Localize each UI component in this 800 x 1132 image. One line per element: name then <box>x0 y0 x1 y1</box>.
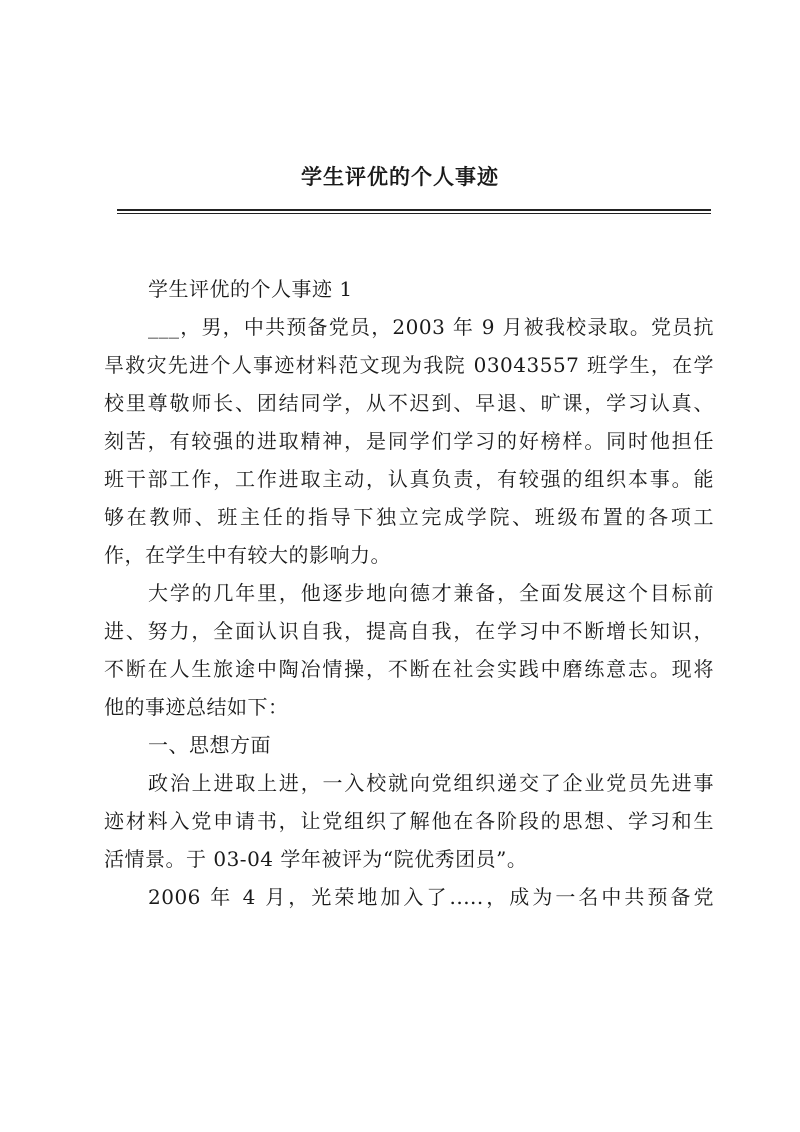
document-title: 学生评优的个人事迹 <box>301 165 499 189</box>
paragraph-line: 旱救灾先进个人事迹材料范文现为我院 03043557 班学生，在学 <box>104 353 714 377</box>
paragraph-line: 作，在学生中有较大的影响力。 <box>104 543 391 567</box>
paragraph-line: 进、努力，全面认识自我，提高自我，在学习中不断增长知识， <box>104 619 714 643</box>
paragraph-line: 他的事迹总结如下： <box>104 695 289 719</box>
paragraph-line: 班干部工作，工作进取主动，认真负责，有较强的组织本事。能 <box>104 467 714 491</box>
paragraph-line: 2006 年 4 月，光荣地加入了.....，成为一名中共预备党 <box>148 885 714 909</box>
paragraph-line: 大学的几年里，他逐步地向德才兼备，全面发展这个目标前 <box>148 581 714 605</box>
paragraph-line: 迹材料入党申请书，让党组织了解他在各阶段的思想、学习和生 <box>104 809 714 833</box>
paragraph-line: ___，男，中共预备党员，2003 年 9 月被我校录取。党员抗 <box>148 315 714 339</box>
paragraph-line: 活情景。于 03-04 学年被评为“院优秀团员”。 <box>104 847 528 871</box>
paragraph-line: 够在教师、班主任的指导下独立完成学院、班级布置的各项工 <box>104 505 714 529</box>
paragraph-line: 校里尊敬师长、团结同学，从不迟到、早退、旷课，学习认真、 <box>104 391 714 415</box>
document-body <box>104 270 714 916</box>
paragraph-line: 不断在人生旅途中陶冶情操，不断在社会实践中磨练意志。现将 <box>104 657 714 681</box>
title-divider <box>117 209 711 213</box>
paragraph-line: 刻苦，有较强的进取精神，是同学们学习的好榜样。同时他担任 <box>104 429 714 453</box>
section-heading: 学生评优的个人事迹 1 <box>148 277 353 301</box>
title-divider-thick <box>117 209 711 211</box>
section-heading: 一、思想方面 <box>148 733 271 757</box>
title-divider-thin <box>117 213 711 214</box>
paragraph-line: 政治上进取上进，一入校就向党组织递交了企业党员先进事 <box>148 771 714 795</box>
